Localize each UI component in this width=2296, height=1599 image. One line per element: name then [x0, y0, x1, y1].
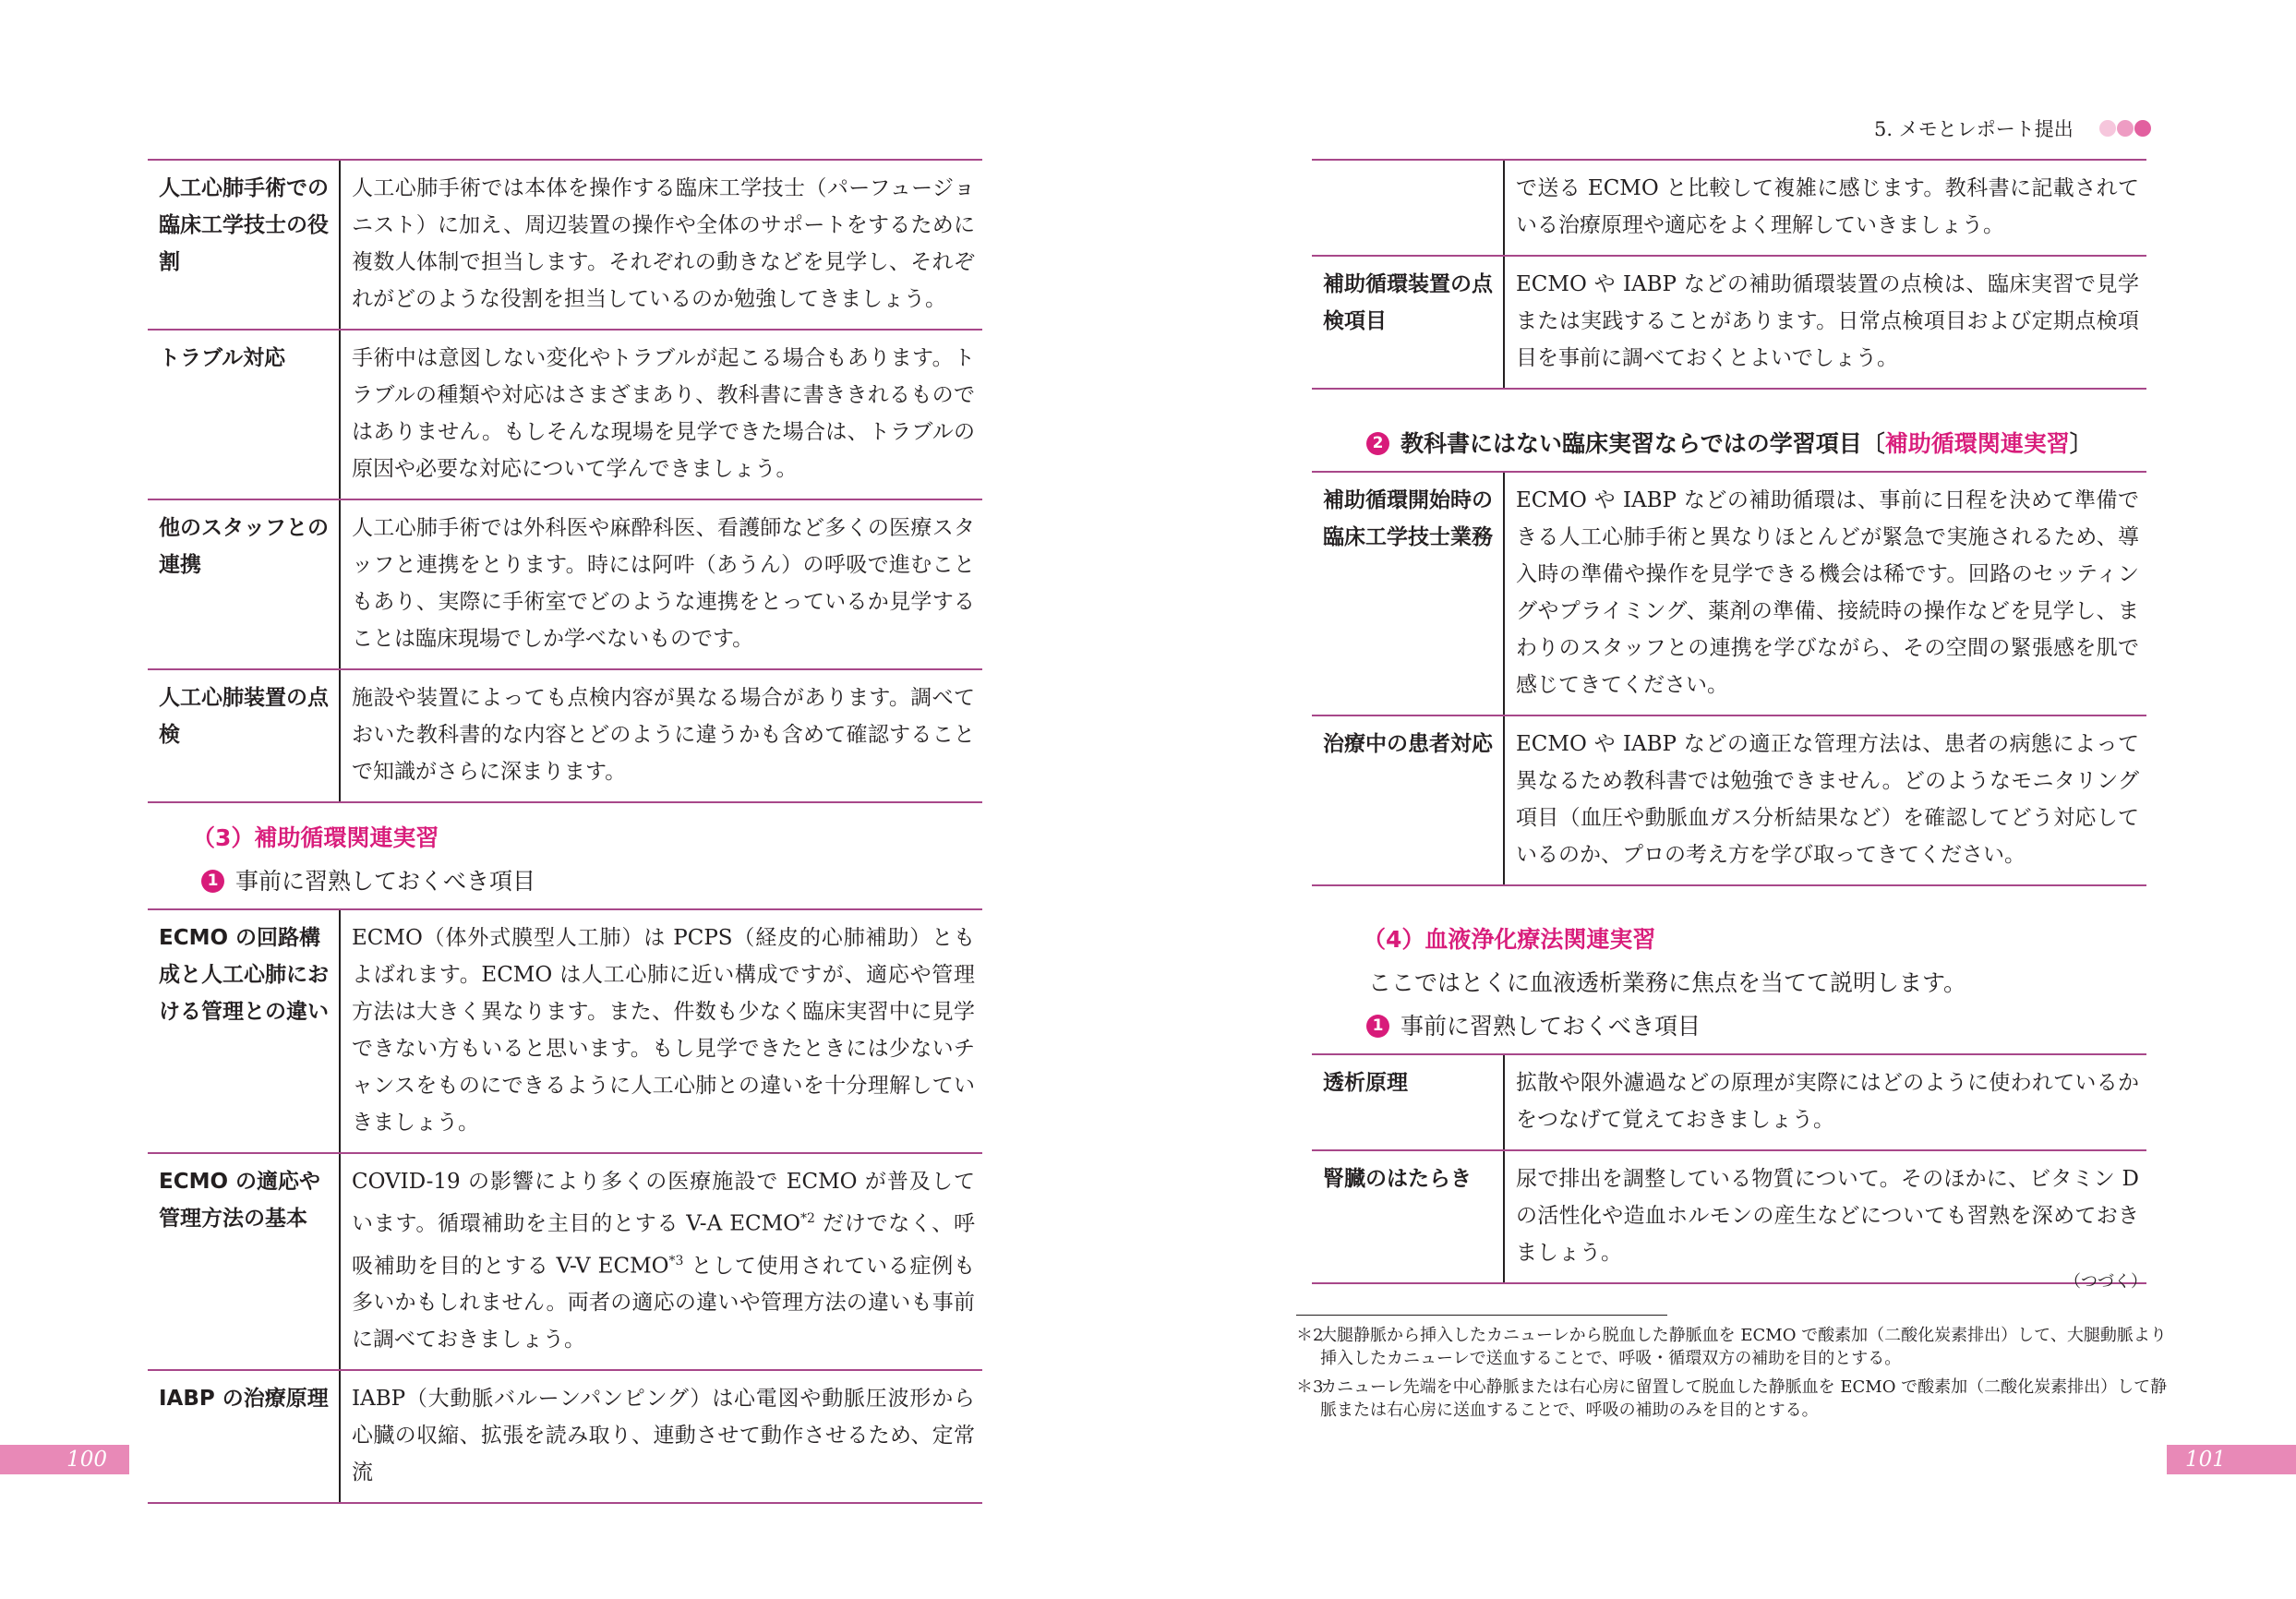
table-ecls-prep-continued — [1312, 159, 2146, 390]
footnote — [1296, 1324, 2173, 1370]
row-label — [1312, 161, 1505, 255]
footnote-text: カニューレ先端を中心静脈または右心房に留置して脱血した静脈血を ECMO で酸素加（二酸化炭素排出）して静脈または右心房に送血することで、呼吸の補助のみを目的とする。 — [1320, 1377, 2168, 1420]
table-dialysis-prep — [1312, 1053, 2146, 1284]
table-row — [148, 331, 982, 500]
row-label: 人工心肺手術での臨床工学技士の役割 — [148, 161, 341, 329]
row-label: 補助循環装置の点検項目 — [1312, 257, 1505, 388]
table-row — [1312, 161, 2146, 257]
circled-number: 1 — [201, 870, 224, 893]
row-label: IABP の治療原理 — [148, 1371, 341, 1502]
row-desc: ECMO や IABP などの補助循環は、事前に日程を決めて準備できる人工心肺手術と異なりほとんどが緊急で実施されるため、導入時の準備や操作を見学できる機会は稀です。回路のセッティングやプライミング、薬剤の準備、接続時の操作などを見学し、まわりのスタッフとの連携を学びながら、その空間の緊張感を肌で感じてきてください。 — [1516, 488, 2139, 697]
footnote-ref: *2 — [800, 1211, 815, 1226]
running-title: 5. メモとレポート提出 — [1874, 118, 2074, 140]
circled-number: 2 — [1366, 432, 1389, 455]
row-desc: 人工心肺手術では外科医や麻酔科医、看護師など多くの医療スタッフと連携をとります。時には阿吽（あうん）の呼吸で進むこともあり、実際に手術室でどのような連携をとっているか見学することは臨床現場でしか学べないものです。 — [352, 516, 975, 651]
dot-1 — [2099, 120, 2116, 137]
row-label: トラブル対応 — [148, 331, 341, 499]
section-heading-ecls: （3）補助循環関連実習 — [192, 824, 439, 851]
row-label: ECMO の回路構成と人工心肺における管理との違い — [148, 910, 341, 1152]
footnote-mark: ＊2 — [1296, 1326, 1324, 1345]
row-label: 人工心肺装置の点検 — [148, 670, 341, 801]
row-desc: で送る ECMO と比較して複雑に感じます。教科書に記載されている治療原理や適応をよく理解していきましょう。 — [1516, 176, 2139, 237]
row-label: 腎臓のはたらき — [1312, 1151, 1505, 1282]
row-desc: IABP（大動脈バルーンパンピング）は心電図や動脈圧波形から心臓の収縮、拡張を読み取り、連動させて動作させるため、定常流 — [352, 1387, 975, 1485]
row-desc: ECMO や IABP などの適正な管理方法は、患者の病態によって異なるため教科書では勉強できません。どのようなモニタリング項目（血圧や動脈血ガス分析結果など）を確認してどう対応しているのか、プロの考え方を学び取ってきてください。 — [1516, 732, 2139, 867]
table-row — [148, 1154, 982, 1371]
subheading-prep-items — [1366, 1008, 1701, 1041]
table-ecls-prep — [148, 908, 982, 1504]
dot-3 — [2134, 120, 2151, 137]
running-header — [1874, 114, 2151, 142]
page-number-left: 100 — [0, 1445, 129, 1474]
footnote-divider — [1296, 1315, 1667, 1316]
row-desc: 施設や装置によっても点検内容が異なる場合があります。調べておいた教科書的な内容とどのように違うかも含めて確認することで知識がさらに深まります。 — [352, 686, 975, 784]
subheading-text: 事前に習熟しておくべき項目 — [235, 868, 536, 895]
row-desc — [341, 1154, 982, 1369]
table-row — [148, 910, 982, 1154]
page-number-right: 101 — [2167, 1445, 2296, 1474]
table-row — [1312, 716, 2146, 886]
desc-part: COVID-19 の影響により多くの医療施設で ECMO が普及しています。循環補助を主目的とする V-A ECMO — [352, 1170, 975, 1236]
row-label: 補助循環開始時の臨床工学技士業務 — [1312, 473, 1505, 715]
bracket-close: 〕 — [2069, 430, 2093, 457]
row-label: 他のスタッフとの連携 — [148, 500, 341, 668]
table-row — [148, 670, 982, 803]
subheading-text: 教科書にはない臨床実習ならではの学習項目 — [1400, 430, 1862, 457]
bracket-open: 〔 — [1861, 430, 1885, 457]
table-row — [1312, 257, 2146, 390]
row-label: 透析原理 — [1312, 1055, 1505, 1149]
table-ecls-clinical — [1312, 471, 2146, 886]
row-desc: ECMO や IABP などの補助循環装置の点検は、臨床実習で見学または実践することがあります。日常点検項目および定期点検項目を事前に調べておくとよいでしょう。 — [1516, 272, 2139, 370]
table-row — [148, 1371, 982, 1504]
row-label: ECMO の適応や管理方法の基本 — [148, 1154, 341, 1369]
table-row — [148, 500, 982, 670]
desc-part: だけでなく、呼吸補助を目的とする V-V ECMO — [352, 1211, 975, 1279]
subheading-clinical-only — [1366, 426, 2093, 459]
continued-note: （つづく） — [2064, 1272, 2147, 1292]
footnote-ref: *3 — [668, 1253, 684, 1268]
dot-2 — [2117, 120, 2134, 137]
table-row — [148, 161, 982, 331]
footnote-text: 大腿静脈から挿入したカニューレから脱血した静脈血を ECMO で酸素加（二酸化炭素排出）して、大腿動脈より挿入したカニューレで送血することで、呼吸・循環双方の補助を目的とする。 — [1320, 1326, 2167, 1368]
row-desc: 手術中は意図しない変化やトラブルが起こる場合もあります。トラブルの種類や対応はさまざまあり、教科書に書ききれるものではありません。もしそんな現場を見学できた場合は、トラブルの原因や必要な対応について学んできましょう。 — [352, 346, 975, 481]
subheading-prep-items — [201, 863, 535, 896]
circled-number: 1 — [1366, 1015, 1389, 1038]
header-dots — [2099, 120, 2151, 137]
section-intro: ここではとくに血液透析業務に焦点を当てて説明します。 — [1368, 969, 1967, 996]
section-heading-blood-purification: （4）血液浄化療法関連実習 — [1363, 926, 1656, 953]
row-desc: ECMO（体外式膜型人工肺）は PCPS（経皮的心肺補助）ともよばれます。ECMO は人工心肺に近い構成ですが、適応や管理方法は大きく異なります。また、件数も少なく臨床実習中に見学できない方もいると思います。もし見学できたときには少ないチャンスをものにできるように人工心肺との違いを十分理解していきましょう。 — [352, 926, 975, 1135]
row-label: 治療中の患者対応 — [1312, 716, 1505, 884]
subheading-highlight: 補助循環関連実習 — [1884, 430, 2070, 457]
row-desc: 尿で排出を調整している物質について。そのほかに、ビタミン D の活性化や造血ホルモンの産生などについても習熟を深めておきましょう。 — [1516, 1167, 2139, 1265]
footnote-mark: ＊3 — [1296, 1377, 1324, 1397]
table-training-items-left — [148, 159, 982, 803]
footnote — [1296, 1376, 2173, 1422]
subheading-text: 事前に習熟しておくべき項目 — [1400, 1013, 1701, 1040]
table-row — [1312, 1055, 2146, 1151]
desc-part: として使用されている症例も多いかもしれません。両者の適応の違いや管理方法の違いも事前に調べておきましょう。 — [352, 1254, 976, 1353]
row-desc: 拡散や限外濾過などの原理が実際にはどのように使われているかをつなげて覚えておきましょう。 — [1516, 1071, 2139, 1132]
table-row — [1312, 1151, 2146, 1284]
table-row — [1312, 473, 2146, 716]
row-desc: 人工心肺手術では本体を操作する臨床工学技士（パーフュージョニスト）に加え、周辺装置の操作や全体のサポートをするために複数人体制で担当します。それぞれの動きなどを見学し、それぞれがどのような役割を担当しているのか勉強してきましょう。 — [352, 176, 975, 311]
